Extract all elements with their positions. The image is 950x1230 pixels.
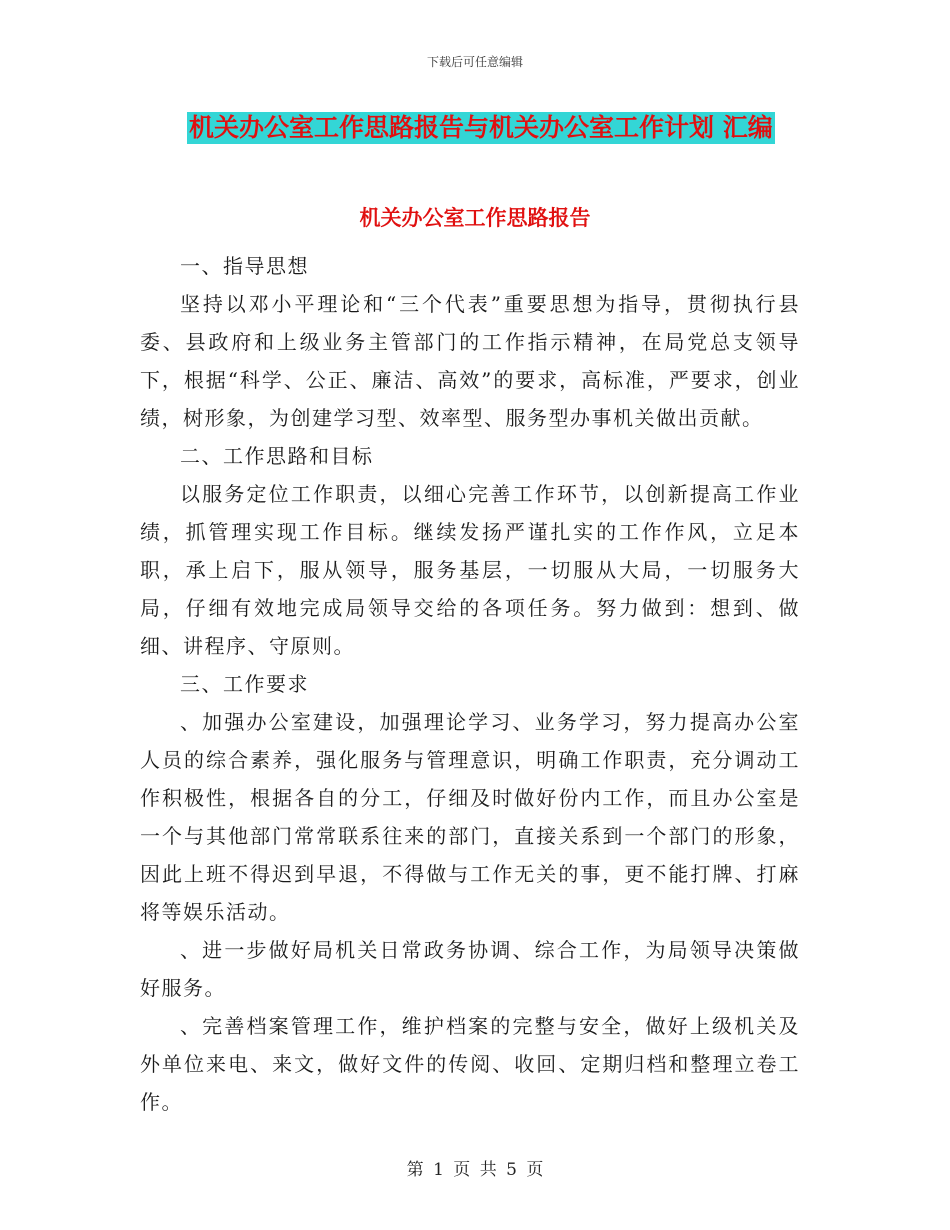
- heading-work-ideas: 二、工作思路和目标: [180, 444, 374, 468]
- document-title: 机关办公室工作思路报告与机关办公室工作计划 汇编: [189, 113, 773, 142]
- header-note: 下载后可任意编辑: [426, 55, 523, 69]
- paragraph-work-ideas: 以服务定位工作职责，以细心完善工作环节，以创新提高工作业绩，抓管理实现工作目标。继续发扬严谨扎实的工作作风，立足本职，承上启下，服从领导，服务基层，一切服从大局，一切服务大局，仔细有效地完成局领导交给的各项任务。努力做到：想到、做细、讲程序、守原则。: [140, 482, 800, 658]
- heading-guiding-ideology: 一、指导思想: [180, 254, 309, 278]
- paragraph-guiding-ideology: 坚持以邓小平理论和“三个代表”重要思想为指导，贯彻执行县委、县政府和上级业务主管部门的工作指示精神，在局党总支领导下，根据“科学、公正、廉洁、高效”的要求，高标准，严要求，创业绩，树形象，为创建学习型、效率型、服务型办事机关做出贡献。: [140, 292, 800, 430]
- paragraph-requirement-1: 、加强办公室建设，加强理论学习、业务学习，努力提高办公室人员的综合素养，强化服务与管理意识，明确工作职责，充分调动工作积极性，根据各自的分工，仔细及时做好份内工作，而且办公室是一个与其他部门常常联系往来的部门，直接关系到一个部门的形象，因此上班不得迟到早退，不得做与工作无关的事，更不能打牌、打麻将等娱乐活动。: [140, 710, 800, 924]
- section-title: 机关办公室工作思路报告: [359, 206, 591, 230]
- heading-work-requirements: 三、工作要求: [180, 672, 309, 696]
- paragraph-requirement-2: 、进一步做好局机关日常政务协调、综合工作，为局领导决策做好服务。: [140, 938, 800, 1000]
- paragraph-requirement-3: 、完善档案管理工作，维护档案的完整与安全，做好上级机关及外单位来电、来文，做好文件的传阅、收回、定期归档和整理立卷工作。: [140, 1014, 800, 1114]
- document-body: [140, 247, 800, 1121]
- page-footer: 第 1 页 共 5 页: [406, 1160, 544, 1180]
